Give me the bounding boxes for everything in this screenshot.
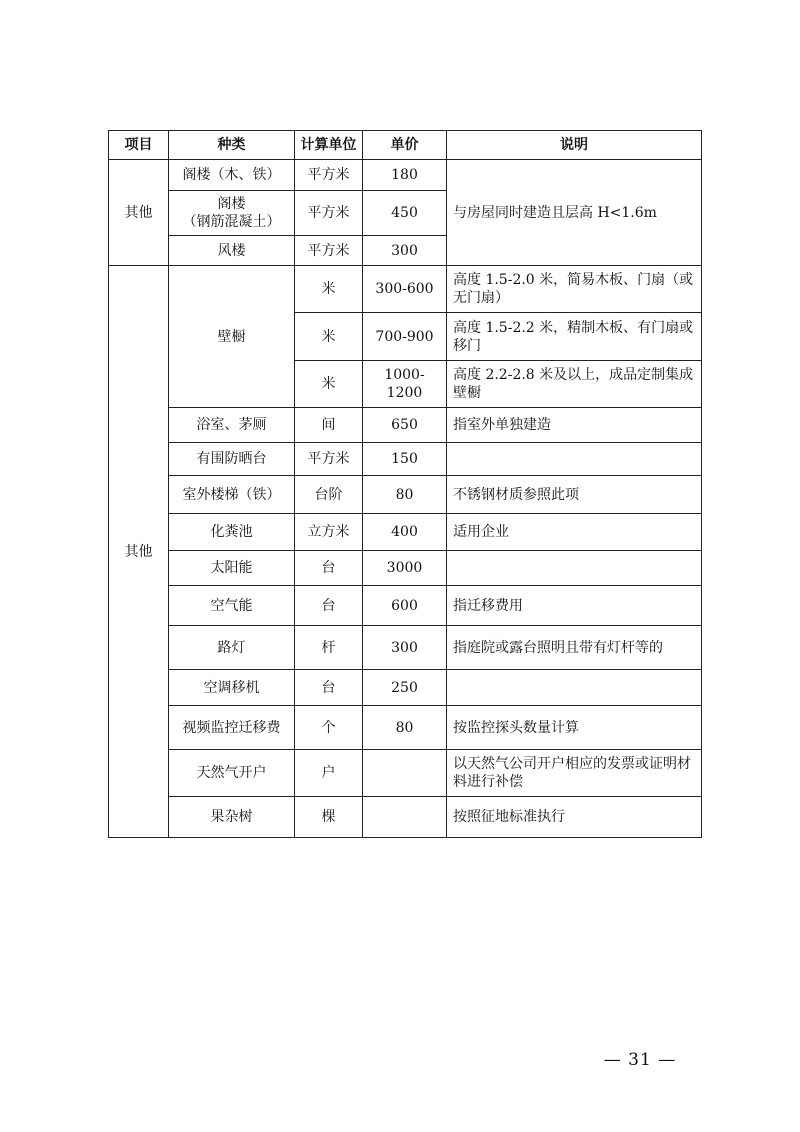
price-cell: 600 (363, 586, 447, 626)
price-cell (363, 750, 447, 797)
price-cell (363, 797, 447, 838)
note-cell (447, 670, 702, 706)
price-cell: 250 (363, 670, 447, 706)
table-row (109, 586, 702, 626)
unit-cell: 平方米 (295, 160, 363, 191)
kind-cell: 浴室、茅厕 (169, 408, 295, 443)
price-cell: 450 (363, 191, 447, 236)
page-number: — 31 — (603, 1050, 677, 1070)
unit-cell: 台阶 (295, 476, 363, 514)
kind-cell: 视频监控迁移费 (169, 706, 295, 750)
note-cell: 按照征地标准执行 (447, 797, 702, 838)
note-cell: 适用企业 (447, 514, 702, 551)
kind-cell: 有围防晒台 (169, 443, 295, 476)
note-cell: 指迁移费用 (447, 586, 702, 626)
unit-cell: 平方米 (295, 191, 363, 236)
kind-cell: 太阳能 (169, 551, 295, 586)
kind-cell: 风楼 (169, 236, 295, 266)
table-row (109, 750, 702, 797)
kind-cell: 阁楼（木、铁） (169, 160, 295, 191)
unit-cell: 台 (295, 586, 363, 626)
price-cell: 80 (363, 706, 447, 750)
table-row (109, 408, 702, 443)
table-row (109, 476, 702, 514)
group-label: 其他 (109, 160, 169, 266)
unit-cell: 杆 (295, 626, 363, 670)
header-note: 说明 (447, 131, 702, 160)
note-cell (447, 551, 702, 586)
group-label: 其他 (109, 266, 169, 838)
price-cell: 1000-1200 (363, 361, 447, 408)
price-cell: 700-900 (363, 313, 447, 361)
kind-cell: 空气能 (169, 586, 295, 626)
header-item: 项目 (109, 131, 169, 160)
header-price: 单价 (363, 131, 447, 160)
unit-cell: 平方米 (295, 443, 363, 476)
unit-cell: 棵 (295, 797, 363, 838)
price-cell: 80 (363, 476, 447, 514)
table-row (109, 266, 702, 313)
unit-cell: 个 (295, 706, 363, 750)
unit-cell: 台 (295, 670, 363, 706)
unit-cell: 间 (295, 408, 363, 443)
note-cell: 指庭院或露台照明且带有灯杆等的 (447, 626, 702, 670)
table-row (109, 514, 702, 551)
note-cell: 按监控探头数量计算 (447, 706, 702, 750)
fee-table (108, 130, 702, 838)
note-cell: 以天然气公司开户相应的发票或证明材料进行补偿 (447, 750, 702, 797)
kind-cell: 天然气开户 (169, 750, 295, 797)
price-cell: 3000 (363, 551, 447, 586)
header-unit: 计算单位 (295, 131, 363, 160)
kind-cell: 壁橱 (169, 266, 295, 408)
note-cell: 高度 1.5-2.0 米，简易木板、门扇（或无门扇） (447, 266, 702, 313)
unit-cell: 米 (295, 313, 363, 361)
kind-cell: 化粪池 (169, 514, 295, 551)
note-cell (447, 443, 702, 476)
kind-cell: 空调移机 (169, 670, 295, 706)
table-header-row (109, 131, 702, 160)
note-cell: 不锈钢材质参照此项 (447, 476, 702, 514)
price-cell: 300 (363, 626, 447, 670)
table-row (109, 797, 702, 838)
price-cell: 300 (363, 236, 447, 266)
price-cell: 300-600 (363, 266, 447, 313)
price-cell: 650 (363, 408, 447, 443)
unit-cell: 户 (295, 750, 363, 797)
price-cell: 180 (363, 160, 447, 191)
note-cell: 高度 2.2-2.8 米及以上，成品定制集成壁橱 (447, 361, 702, 408)
kind-cell: 室外楼梯（铁） (169, 476, 295, 514)
kind-cell: 路灯 (169, 626, 295, 670)
kind-cell: 果杂树 (169, 797, 295, 838)
table-row (109, 443, 702, 476)
unit-cell: 立方米 (295, 514, 363, 551)
table-row (109, 670, 702, 706)
kind-cell: 阁楼 （钢筋混凝土） (169, 191, 295, 236)
table-row (109, 706, 702, 750)
table-row (109, 551, 702, 586)
table-row (109, 626, 702, 670)
unit-cell: 台 (295, 551, 363, 586)
note-cell: 指室外单独建造 (447, 408, 702, 443)
unit-cell: 米 (295, 266, 363, 313)
unit-cell: 米 (295, 361, 363, 408)
table-row (109, 160, 702, 191)
note-cell: 高度 1.5-2.2 米，精制木板、有门扇或移门 (447, 313, 702, 361)
note-cell: 与房屋同时建造且层高 H<1.6m (447, 160, 702, 266)
price-cell: 150 (363, 443, 447, 476)
price-cell: 400 (363, 514, 447, 551)
unit-cell: 平方米 (295, 236, 363, 266)
header-kind: 种类 (169, 131, 295, 160)
